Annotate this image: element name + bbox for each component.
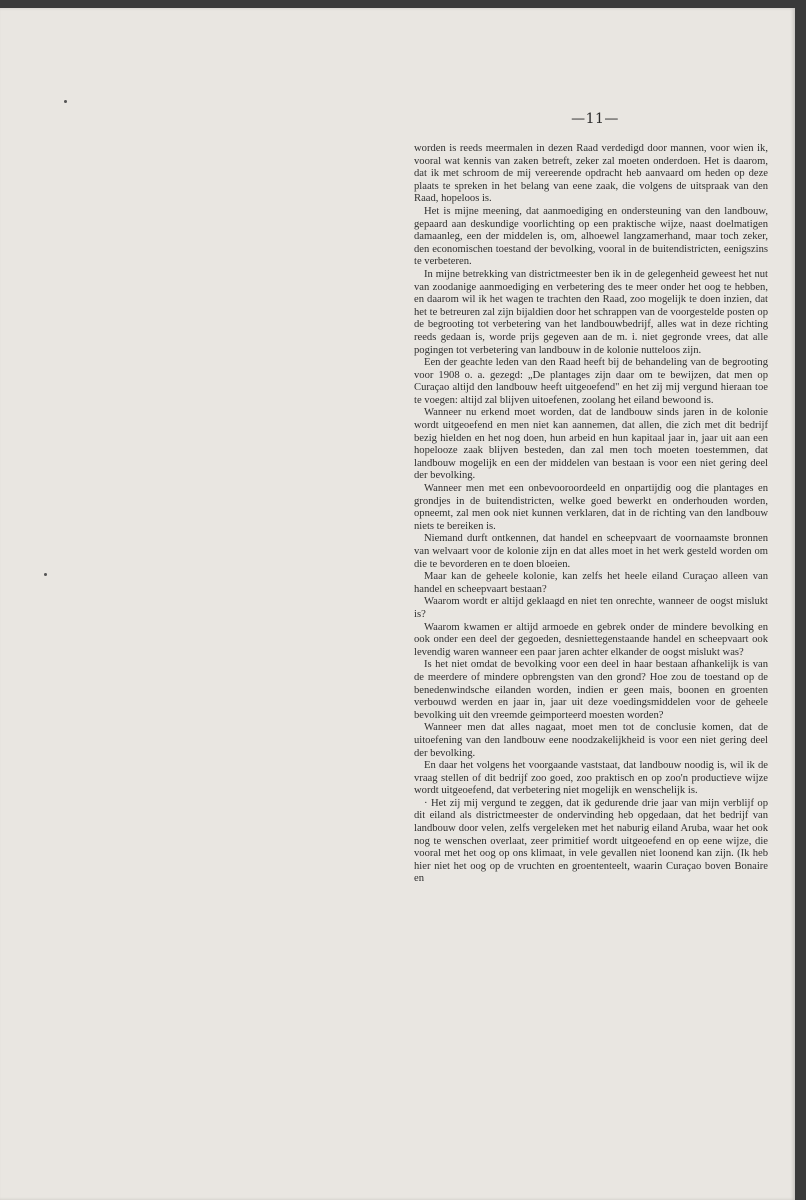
- paragraph: Wanneer men dat alles nagaat, moet men tot de conclusie komen, dat de uitoefening van den landbouw eene noodzakelijkheid is voor een niet gering deel der bevolking.: [414, 722, 768, 759]
- margin-speck: [64, 100, 67, 103]
- paragraph: · Het zij mij vergund te zeggen, dat ik gedurende drie jaar van mijn verblijf op dit eiland als districtmeester de ondervinding heb opgedaan, dat het bedrijf van landbouw door velen, zelfs vergeleken met het naburig eiland Aruba, waar het ook nog te wenschen overlaat, zeer primitief wordt uitgeoefend en op eene wijze, die vooral met het oog op ons klimaat, in vele gevallen niet loonend kan zijn. (Ik heb hier niet het oog op de vruchten en groententeelt, waarin Curaçao boven Bonaire en: [414, 797, 768, 885]
- paragraph: Waarom kwamen er altijd armoede en gebrek onder de mindere bevolking en ook onder een deel der gegoeden, desniettegenstaande handel en scheepvaart ook levendig waren wanneer een paar jaren achter elkander de oogst mislukt was?: [414, 621, 768, 658]
- paragraph: Waarom wordt er altijd geklaagd en niet ten onrechte, wanneer de oogst mislukt is?: [414, 596, 768, 620]
- paragraph: worden is reeds meermalen in dezen Raad verdedigd door mannen, voor wien ik, vooral wat kennis van zaken betreft, zeker zal moeten onderdoen. Het is daarom, dat ik met schroom de mij vereerende opdracht heb aanvaard om heden op deze plaats te spreken in het belang van eene zaak, die volgens de uitspraak van den Raad, hopeloos is.: [414, 143, 768, 205]
- paragraph: Een der geachte leden van den Raad heeft bij de behandeling van de begrooting voor 1908 o. a. gezegd: „De plantages zijn daar om te bewijzen, dat men op Curaçao altijd den landbouw heeft uitgeoefend" en het zij mij vergund hieraan toe te voegen: altijd zal blijven uitoefenen, zoolang het eiland bewoond is.: [414, 357, 768, 406]
- paragraph: In mijne betrekking van districtmeester ben ik in de gelegenheid geweest het nut van zoodanige aanmoediging en verbetering des te meer onder het oog te hebben, en daarom wil ik het wagen te trachten den Raad, zoo mogelijk te doen inzien, dat het te betreuren zal zijn bijaldien door het schrappen van de voorgestelde posten op de begrooting tot verbetering van het landbouwbedrijf, alles wat in deze richting reeds gedaan is, worde prijs gegeven aan de m. i. niet gegronde vrees, dat alle pogingen tot verbetering van landbouw in de kolonie nutteloos zijn.: [414, 268, 768, 356]
- paragraph: Is het niet omdat de bevolking voor een deel in haar bestaan afhankelijk is van de meerdere of mindere opbrengsten van den grond? Hoe zou de toestand op de benedenwindsche eilanden worden, indien er geen mais, boonen en groenten verbouwd werden en jaar in, jaar uit deze voedingsmiddelen voor de geheele bevolking uit den vreemde geimporteerd moesten worden?: [414, 659, 768, 721]
- paragraph: Wanneer men met een onbevooroordeeld en onpartijdig oog die plantages en grondjes in de buitendistricten, welke goed bewerkt en onderhouden worden, opneemt, zal men ook niet kunnen verklaren, dat in de richting van den landbouw niets te bereiken is.: [414, 483, 768, 532]
- body-text: [414, 143, 768, 886]
- paragraph: Niemand durft ontkennen, dat handel en scheepvaart de voornaamste bronnen van welvaart voor de kolonie zijn en dat alles moet in het werk gesteld worden om die te bevorderen en te doen bloeien.: [414, 533, 768, 570]
- paragraph: Het is mijne meening, dat aanmoediging en ondersteuning van den landbouw, gepaard aan deskundige voorlichting op een praktische wijze, naast doelmatigen damaanleg, een der middelen is, om, alhoewel langzamerhand, maar toch zeker, den economischen toestand der bevolking, vooral in de buitendistricten, eenigszins te verbeteren.: [414, 205, 768, 268]
- paragraph: Maar kan de geheele kolonie, kan zelfs het heele eiland Curaçao alleen van handel en scheepvaart bestaan?: [414, 571, 768, 595]
- page-number: —11—: [571, 111, 619, 127]
- paragraph: En daar het volgens het voorgaande vaststaat, dat landbouw noodig is, wil ik de vraag stellen of dit bedrijf zoo goed, zoo praktisch en op zoo'n productieve wijze wordt uitgeoefend, dat verbetering niet mogelijk en wenschelijk is.: [414, 760, 768, 797]
- document-page: [0, 8, 795, 1200]
- margin-speck: [44, 573, 47, 576]
- paragraph: Wanneer nu erkend moet worden, dat de landbouw sinds jaren in de kolonie wordt uitgeoefend en men niet kan aannemen, dat allen, die zich met dit bedrijf bezig hielden en het nog doen, hun arbeid en hun kapitaal jaar in, jaar uit aan een hopelooze zaak blijven besteden, dan zal men toch moeten toestemmen, dat landbouw mogelijk en een der middelen van bestaan is voor een niet gering deel der bevolking.: [414, 407, 768, 482]
